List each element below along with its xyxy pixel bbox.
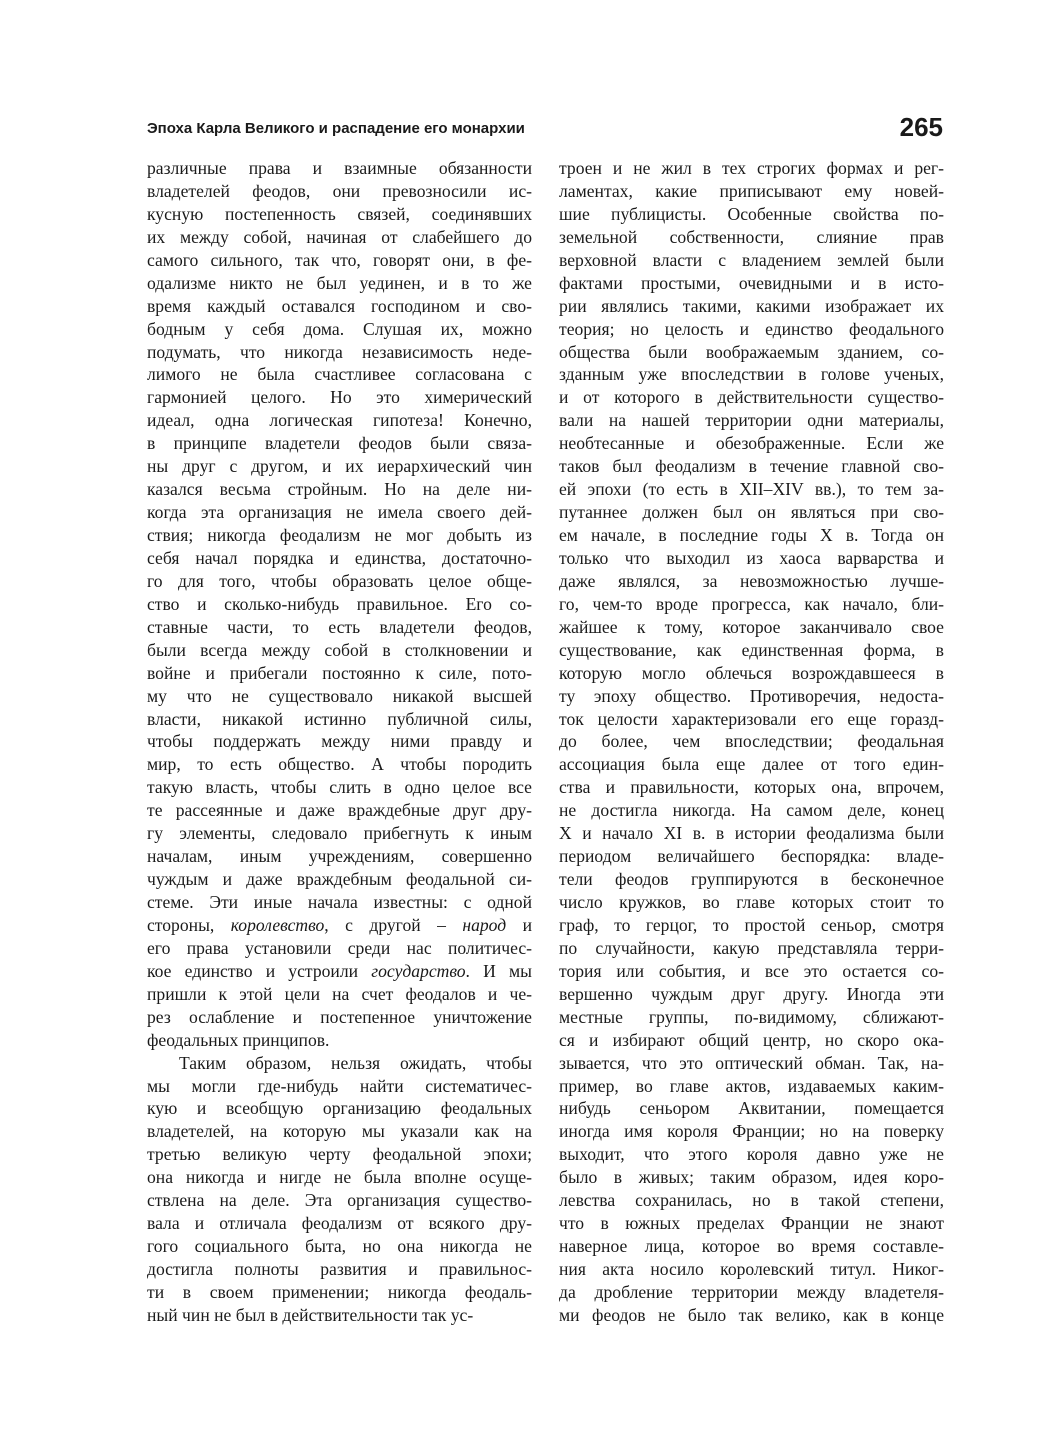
text-run: что в южных пределах Франции не знают xyxy=(559,1213,944,1234)
text-line xyxy=(147,1120,532,1143)
text-line xyxy=(147,1189,532,1212)
text-run: гармонией целого. Но это химерический xyxy=(147,387,532,408)
text-line xyxy=(147,1212,532,1235)
text-run: нибудь сеньором Аквитании, помещается xyxy=(559,1098,944,1119)
text-run: вершенно чуждым друг другу. Иногда эти xyxy=(559,983,944,1004)
text-run: ми феодов не было так велико, как в конце xyxy=(559,1304,944,1325)
text-line xyxy=(147,1304,532,1327)
text-line xyxy=(147,341,532,364)
text-run: одализме никто не был уединен, и в то же xyxy=(147,272,532,293)
text-line xyxy=(559,1120,944,1143)
text-run: чтобы поддержать между ними правду и xyxy=(147,731,532,752)
text-line xyxy=(559,616,944,639)
text-line xyxy=(147,157,532,180)
text-run: гого социального быта, но она никогда не xyxy=(147,1236,532,1257)
text-run: тория или события, и все это остается со- xyxy=(559,960,944,981)
text-run: X и начало XI в. в истории феодализма были xyxy=(559,823,944,844)
text-line xyxy=(147,295,532,318)
text-line xyxy=(559,776,944,799)
text-line xyxy=(559,409,944,432)
text-run: ния акта носило королевский титул. Никог- xyxy=(559,1259,944,1279)
text-run: периодом величайшего беспорядка: владе- xyxy=(559,846,944,867)
text-run: число кружков, во главе которых стоит то xyxy=(559,892,944,912)
text-line xyxy=(559,730,944,753)
text-run: бодным у себя дома. Слушая их, можно xyxy=(147,318,532,339)
text-run: иногда имя короля Франции; но на поверку xyxy=(559,1121,944,1142)
text-run: такую власть, чтобы слить в одно целое все xyxy=(147,777,532,798)
text-line xyxy=(559,1212,944,1235)
text-run: власти, никакой истинно публичной силы, xyxy=(147,708,532,729)
text-line xyxy=(559,272,944,295)
text-run: гу элементы, следовало прибегнуть к иным xyxy=(147,823,532,844)
text-run: войне и прибегали постоянно к силе, пото- xyxy=(147,662,532,683)
text-run: и xyxy=(506,914,532,935)
text-line xyxy=(147,363,532,386)
text-line xyxy=(559,845,944,868)
text-line xyxy=(147,570,532,593)
page-header xyxy=(147,112,943,152)
text-run: ем начале, в последние годы X в. Тогда он xyxy=(559,525,944,545)
text-line xyxy=(147,547,532,570)
text-run: до более, чем впоследствии; феодальная xyxy=(559,731,944,752)
text-run: . И мы xyxy=(465,960,532,981)
text-run: которую могло облечься возрождавшееся в xyxy=(559,662,944,683)
text-line xyxy=(147,822,532,845)
text-run: по случайности, какую представляла терри- xyxy=(559,937,944,958)
text-line xyxy=(147,960,532,983)
text-run: зданным уже впоследствии в голове ученых, xyxy=(559,364,944,385)
text-line xyxy=(559,455,944,478)
text-run: да дробление территории между владетеля- xyxy=(559,1281,944,1302)
text-run: граф, то герцог, то простой сеньор, смотря xyxy=(559,914,944,935)
text-line xyxy=(559,799,944,822)
text-line xyxy=(147,478,532,501)
text-line xyxy=(147,708,532,731)
text-line xyxy=(559,386,944,409)
text-line xyxy=(147,524,532,547)
text-run: самого сильного, так что, говорят они, в фе- xyxy=(147,249,532,270)
text-line xyxy=(559,1304,944,1327)
text-line xyxy=(147,639,532,662)
text-run: Таким образом, нельзя ожидать, чтобы xyxy=(179,1052,532,1073)
text-line xyxy=(559,478,944,501)
text-run: вали на нашей территории одни материалы, xyxy=(559,410,944,431)
text-line xyxy=(147,937,532,960)
text-run: ства и правильности, которых она, впрочем, xyxy=(559,777,944,798)
text-run: таков был феодализм в течение главной сво- xyxy=(559,456,944,477)
text-line xyxy=(147,983,532,1006)
text-run: различные права и взаимные обязанности xyxy=(147,158,532,178)
text-run: владетелей, на которую мы указали как на xyxy=(147,1121,532,1142)
text-line xyxy=(559,318,944,341)
text-line xyxy=(147,318,532,341)
text-run: ти в своем применении; никогда феодаль- xyxy=(147,1281,532,1302)
text-run: началам, иным учреждениям, совершенно xyxy=(147,846,532,867)
text-line xyxy=(559,753,944,776)
text-run: их между собой, начиная от слабейшего до xyxy=(147,226,532,247)
text-run: время каждый оставался господином и сво- xyxy=(147,295,532,316)
text-run: жайшее к тому, которое заканчивало свое xyxy=(559,616,944,637)
text-run: были всегда между собой в столкновении и xyxy=(147,639,532,660)
text-run: ей эпохи (то есть в XII–XIV вв.), то тем за- xyxy=(559,479,944,500)
text-run: рез ослабление и постепенное уничтожение xyxy=(147,1006,532,1027)
text-run: ствлена на деле. Эта организация существо- xyxy=(147,1190,532,1211)
text-line xyxy=(559,341,944,364)
text-run: достигла полноты развития и правильнос- xyxy=(147,1259,532,1279)
text-run: верховной власти с владением землей были xyxy=(559,249,944,270)
text-run: только что выходил из хаоса варварства и xyxy=(559,547,944,568)
text-run: себя начал порядка и единства, достаточно- xyxy=(147,547,532,568)
text-run: стороны, xyxy=(147,914,231,935)
text-line xyxy=(559,547,944,570)
text-line xyxy=(559,501,944,524)
text-line xyxy=(559,685,944,708)
text-run: ту эпоху общество. Противоречия, недоста- xyxy=(559,685,944,706)
text-run: ствия; никогда феодализм не мог добыть из xyxy=(147,525,532,545)
text-line xyxy=(147,1075,532,1098)
text-run: она никогда и нигде не была вполне осуще- xyxy=(147,1167,532,1188)
text-line xyxy=(147,272,532,295)
text-run: существование, как единственная форма, в xyxy=(559,639,944,660)
text-run: го, чем-то вроде прогресса, как начало, бли- xyxy=(559,593,944,614)
text-run: мы могли где-нибудь найти систематичес- xyxy=(147,1075,532,1096)
text-run: было в живых; таким образом, идея коро- xyxy=(559,1167,944,1188)
text-run: мир, то есть общество. А чтобы породить xyxy=(147,754,532,775)
text-line xyxy=(147,501,532,524)
text-run: фактами простыми, очевидными и в исто- xyxy=(559,272,944,293)
text-line xyxy=(147,753,532,776)
text-line xyxy=(147,616,532,639)
text-line xyxy=(147,685,532,708)
text-line xyxy=(147,203,532,226)
emphasized-term: королевство xyxy=(230,914,325,935)
text-run: наверное лица, которое во время составле- xyxy=(559,1236,944,1257)
text-line xyxy=(147,1281,532,1304)
text-line xyxy=(559,363,944,386)
text-run: тели феодов группируются в бесконечное xyxy=(559,869,944,890)
text-line xyxy=(559,1258,944,1281)
text-run: не достигла никогда. На самом деле, конец xyxy=(559,800,944,821)
text-line xyxy=(147,180,532,203)
text-run: подумать, что никогда независимость неде- xyxy=(147,341,532,362)
text-line xyxy=(147,845,532,868)
text-line xyxy=(559,570,944,593)
text-run: , с другой – xyxy=(324,914,463,935)
text-run: кую и всеобщую организацию феодальных xyxy=(147,1098,532,1119)
text-line xyxy=(559,960,944,983)
text-run: местные группы, по-видимому, сближают- xyxy=(559,1006,944,1027)
text-line xyxy=(559,180,944,203)
text-line xyxy=(559,226,944,249)
text-line xyxy=(559,914,944,937)
text-line xyxy=(147,776,532,799)
text-line xyxy=(559,868,944,891)
text-line xyxy=(559,1143,944,1166)
text-line xyxy=(559,937,944,960)
text-run: земельной собственности, слияние прав xyxy=(559,226,944,247)
text-line xyxy=(559,708,944,731)
text-run: ны друг с другом, и их иерархический чин xyxy=(147,456,532,477)
text-line xyxy=(559,662,944,685)
text-run: владетелей феодов, они превозносили ис- xyxy=(147,180,532,201)
text-run: вала и отличала феодализм от всякого дру- xyxy=(147,1213,532,1234)
text-run: общества были воображаемым зданием, со- xyxy=(559,341,944,362)
text-line xyxy=(147,1258,532,1281)
text-run: стеме. Эти иные начала известны: с одной xyxy=(147,892,532,912)
text-line xyxy=(559,249,944,272)
text-line xyxy=(147,1235,532,1258)
text-line xyxy=(147,662,532,685)
text-run: рии являлись такими, какими изображает их xyxy=(559,295,944,316)
right-text-column xyxy=(559,157,944,1327)
text-line xyxy=(559,1281,944,1304)
text-run: троен и не жил в тех строгих формах и рег- xyxy=(559,158,944,178)
text-line xyxy=(147,1029,532,1052)
text-line xyxy=(559,1189,944,1212)
text-run: необтесанные и обезображенные. Если же xyxy=(559,433,944,454)
text-line xyxy=(147,1097,532,1120)
text-run: ство и сколько-нибудь правильное. Его со- xyxy=(147,593,532,614)
left-text-column xyxy=(147,157,532,1327)
text-run: третью великую черту феодальной эпохи; xyxy=(147,1144,532,1165)
text-run: зывается, что это оптический обман. Так, на- xyxy=(559,1052,944,1073)
text-line xyxy=(559,593,944,616)
text-run: лимого не была счастливее согласована с xyxy=(147,364,532,385)
text-run: теория; но целость и единство феодального xyxy=(559,318,944,339)
text-line xyxy=(559,295,944,318)
text-line xyxy=(559,1052,944,1075)
text-run: шие публицисты. Особенные свойства по- xyxy=(559,203,944,224)
text-run: те рассеянные и даже враждебные друг дру- xyxy=(147,800,532,821)
text-run: идеал, одна логическая гипотеза! Конечно, xyxy=(147,410,532,431)
page-number: 265 xyxy=(899,112,943,142)
text-run: и от которого в действительности существо- xyxy=(559,387,944,408)
text-run: путаннее должен был он являться при сво- xyxy=(559,502,944,523)
text-line xyxy=(559,983,944,1006)
text-line xyxy=(559,1097,944,1120)
text-line xyxy=(147,386,532,409)
text-line xyxy=(147,1052,532,1075)
text-line xyxy=(147,1143,532,1166)
text-line xyxy=(559,891,944,914)
text-line xyxy=(147,891,532,914)
text-line xyxy=(559,432,944,455)
text-run: кое единство и устроили xyxy=(147,960,372,981)
text-run: пришли к этой цели на счет феодалов и че- xyxy=(147,983,532,1004)
text-run: ассоциация была еще далее от того един- xyxy=(559,754,944,775)
text-line xyxy=(559,203,944,226)
text-line xyxy=(147,730,532,753)
text-run: левства сохранилась, но в такой степени, xyxy=(559,1190,944,1211)
text-line xyxy=(147,409,532,432)
text-run: ток целости характеризовали его еще горазд- xyxy=(559,708,944,729)
text-line xyxy=(559,1166,944,1189)
text-run: казался весьма стройным. Но на деле ни- xyxy=(147,479,532,500)
text-line xyxy=(559,1075,944,1098)
text-line xyxy=(147,914,532,937)
text-line xyxy=(559,822,944,845)
running-title: Эпоха Карла Великого и распадение его монархии xyxy=(147,120,525,137)
text-line xyxy=(559,1029,944,1052)
text-line xyxy=(147,799,532,822)
text-line xyxy=(147,249,532,272)
text-run: даже являлся, за невозможностью лучше- xyxy=(559,570,944,591)
text-line xyxy=(147,455,532,478)
text-run: чуждым и даже враждебным феодальной си- xyxy=(147,869,532,890)
text-run: ся и избирают общий центр, но скоро ока- xyxy=(559,1029,944,1050)
text-line xyxy=(147,226,532,249)
text-line xyxy=(559,157,944,180)
text-run: кусную постепенность связей, соединявших xyxy=(147,203,532,224)
text-line xyxy=(147,868,532,891)
text-run: го для того, чтобы образовать целое обще- xyxy=(147,570,532,591)
text-line xyxy=(559,524,944,547)
text-run: когда эта организация не имела своего дей- xyxy=(147,502,532,523)
text-run: ламентах, какие приписывают ему новей- xyxy=(559,180,944,201)
text-run: ный чин не был в действительности так ус- xyxy=(147,1304,474,1325)
text-run: пример, во главе актов, издаваемых каким- xyxy=(559,1075,944,1096)
text-line xyxy=(559,1006,944,1029)
emphasized-term: государство xyxy=(371,960,466,981)
text-run: в принципе владетели феодов были связа- xyxy=(147,433,532,454)
text-line xyxy=(147,593,532,616)
text-run: выходит, что этого короля давно уже не xyxy=(559,1144,944,1165)
text-line xyxy=(147,432,532,455)
text-line xyxy=(147,1166,532,1189)
text-run: феодальных принципов. xyxy=(147,1029,330,1050)
text-line xyxy=(559,639,944,662)
text-line xyxy=(559,1235,944,1258)
text-run: му что не существовало никакой высшей xyxy=(147,685,532,706)
text-run: его права установили среди нас политичес- xyxy=(147,937,532,958)
text-line xyxy=(147,1006,532,1029)
text-run: ставные части, то есть владетели феодов, xyxy=(147,616,532,637)
emphasized-term: народ xyxy=(462,914,507,935)
